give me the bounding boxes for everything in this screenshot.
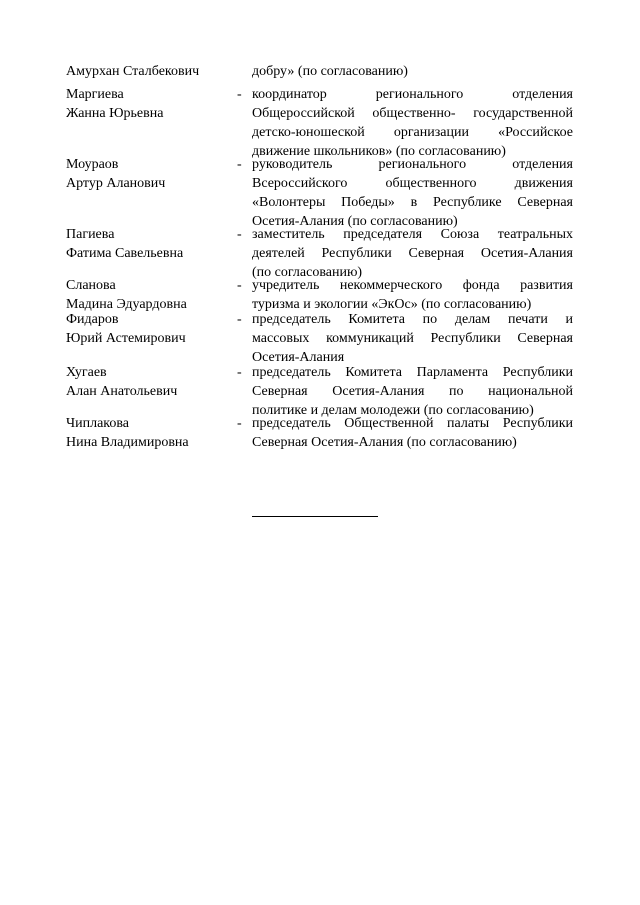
separator-dash: - — [237, 365, 242, 380]
member-role-line: (по согласованию) — [252, 265, 363, 280]
member-surname: Фидаров — [66, 312, 119, 327]
member-name — [66, 62, 236, 81]
member-given-name: Алан Анатольевич — [66, 384, 178, 399]
member-name — [66, 225, 236, 263]
member-role — [252, 155, 573, 231]
member-role — [252, 414, 573, 452]
member-given-name: Фатима Савельевна — [66, 246, 184, 261]
member-surname: Хугаев — [66, 365, 107, 380]
member-role — [252, 85, 573, 161]
separator-dash: - — [237, 227, 242, 242]
member-role-line: политике и делам молодежи (по согласованию) — [252, 403, 534, 418]
member-name — [66, 276, 236, 314]
separator-dash: - — [237, 157, 242, 172]
separator-dash: - — [237, 312, 242, 327]
member-given-name: Жанна Юрьевна — [66, 106, 164, 121]
member-role-line: координатор регионального отделения — [252, 87, 573, 102]
member-surname: Сланова — [66, 278, 116, 293]
member-role-line: учредитель некоммерческого фонда развития — [252, 278, 573, 293]
member-role-line: председатель Общественной палаты Республики — [252, 416, 573, 431]
member-given-name: Артур Аланович — [66, 176, 166, 191]
member-role-line: Общероссийской общественно- государственной — [252, 106, 573, 121]
member-surname: Маргиева — [66, 87, 124, 102]
member-name — [66, 85, 236, 123]
member-role-line: движение школьников» (по согласованию) — [252, 144, 506, 159]
member-role — [252, 310, 573, 367]
end-of-list-rule — [252, 516, 378, 517]
member-surname: Пагиева — [66, 227, 115, 242]
member-role-line: Осетия-Алания — [252, 350, 345, 365]
member-surname: Моураов — [66, 157, 119, 172]
separator-dash: - — [237, 416, 242, 431]
member-role-line: массовых коммуникаций Республики Северная — [252, 331, 573, 346]
member-role — [252, 276, 573, 314]
member-name-line: Амурхан Сталбекович — [66, 64, 200, 79]
member-role-line: Осетия-Алания (по согласованию) — [252, 214, 458, 229]
member-name — [66, 310, 236, 348]
separator-dash: - — [237, 87, 242, 102]
member-role-line: руководитель регионального отделения — [252, 157, 573, 172]
member-role-line: «Волонтеры Победы» в Республике Северная — [252, 195, 573, 210]
member-name — [66, 155, 236, 193]
separator-dash: - — [237, 278, 242, 293]
member-given-name: Нина Владимировна — [66, 435, 189, 450]
member-surname: Чиплакова — [66, 416, 130, 431]
member-role-line: председатель Комитета Парламента Республики — [252, 365, 573, 380]
member-role-line: Северная Осетия-Алания (по согласованию) — [252, 435, 517, 450]
member-role-line: заместитель председателя Союза театральных — [252, 227, 573, 242]
member-given-name: Мадина Эдуардовна — [66, 297, 187, 312]
member-role — [252, 363, 573, 420]
member-role-line: председатель Комитета по делам печати и — [252, 312, 573, 327]
member-role-line: Всероссийского общественного движения — [252, 176, 573, 191]
member-role-line: добру» (по согласованию) — [252, 64, 408, 79]
member-name — [66, 363, 236, 401]
member-role-line: детско-юношеской организации «Российское — [252, 125, 573, 140]
member-role — [252, 225, 573, 282]
member-given-name: Юрий Астемирович — [66, 331, 186, 346]
member-role-line: туризма и экологии «ЭкОс» (по согласованию) — [252, 297, 532, 312]
member-role-line: деятелей Республики Северная Осетия-Алания — [252, 246, 573, 261]
member-name — [66, 414, 236, 452]
member-role — [252, 62, 573, 81]
member-role-line: Северная Осетия-Алания по национальной — [252, 384, 573, 399]
